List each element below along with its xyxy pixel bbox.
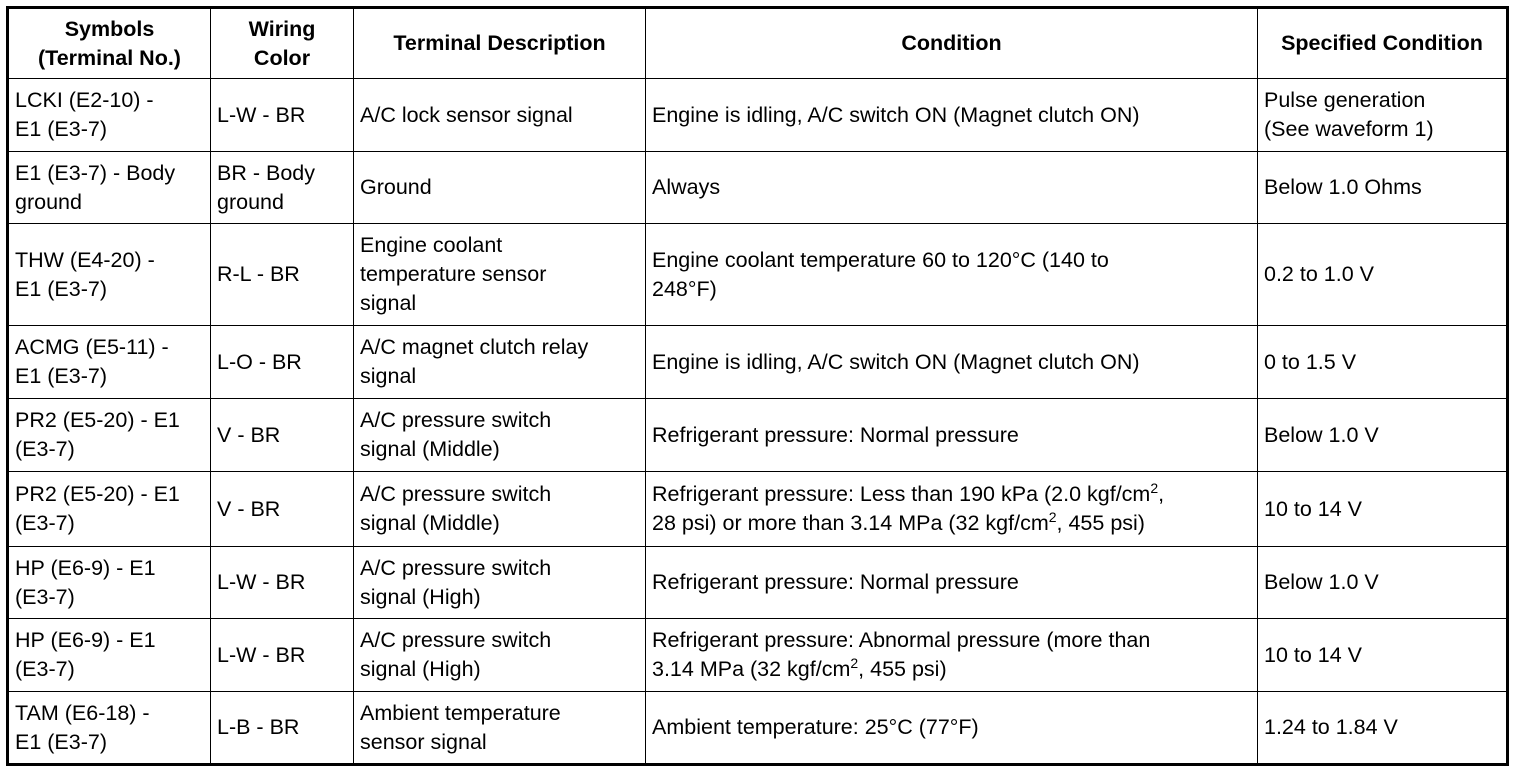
- cell-description: Ground: [354, 152, 646, 224]
- cell-specified: 1.24 to 1.84 V: [1258, 692, 1508, 765]
- cell-specified: 0 to 1.5 V: [1258, 326, 1508, 399]
- cell-wiring-color: L-O - BR: [211, 326, 354, 399]
- cell-specified: Below 1.0 Ohms: [1258, 152, 1508, 224]
- cell-symbols: HP (E6-9) - E1 (E3-7): [8, 547, 211, 619]
- table-row: [8, 619, 1508, 692]
- terminal-spec-table: [6, 6, 1509, 766]
- table-header: [8, 8, 1508, 79]
- cell-wiring-color: L-W - BR: [211, 547, 354, 619]
- cell-condition: Refrigerant pressure: Normal pressure: [646, 399, 1258, 472]
- superscript: 2: [850, 655, 859, 671]
- cell-condition: Refrigerant pressure: Less than 190 kPa (2.0 kgf/$cm^2$, 28 psi) or more than 3.14 MPa (32 kgf/$cm^2$, 455 psi): [646, 472, 1258, 547]
- cell-wiring-color: V - BR: [211, 472, 354, 547]
- header-specified-condition: Specified Condition: [1258, 8, 1508, 79]
- cell-condition: Engine coolant temperature 60 to 120°C (140 to 248°F): [646, 224, 1258, 326]
- superscript: 2: [1048, 509, 1057, 525]
- table-row: [8, 472, 1508, 547]
- cell-symbols: E1 (E3-7) - Body ground: [8, 152, 211, 224]
- table-row: [8, 692, 1508, 765]
- cell-wiring-color: L-B - BR: [211, 692, 354, 765]
- cell-description: A/C lock sensor signal: [354, 79, 646, 152]
- cell-symbols: THW (E4-20) - E1 (E3-7): [8, 224, 211, 326]
- cell-symbols: HP (E6-9) - E1 (E3-7): [8, 619, 211, 692]
- cell-specified: Pulse generation (See waveform 1): [1258, 79, 1508, 152]
- table-row: [8, 547, 1508, 619]
- header-symbols: Symbols (Terminal No.): [8, 8, 211, 79]
- table-row: [8, 326, 1508, 399]
- cell-condition: Always: [646, 152, 1258, 224]
- cell-condition: Ambient temperature: 25°C (77°F): [646, 692, 1258, 765]
- cell-specified: Below 1.0 V: [1258, 399, 1508, 472]
- cell-condition: Refrigerant pressure: Abnormal pressure (more than 3.14 MPa (32 kgf/$cm^2$, 455 psi): [646, 619, 1258, 692]
- cell-wiring-color: BR - Body ground: [211, 152, 354, 224]
- cell-description: A/C pressure switch signal (Middle): [354, 399, 646, 472]
- table-row: [8, 79, 1508, 152]
- table-row: [8, 224, 1508, 326]
- cell-symbols: TAM (E6-18) - E1 (E3-7): [8, 692, 211, 765]
- cell-specified: 0.2 to 1.0 V: [1258, 224, 1508, 326]
- header-terminal-description: Terminal Description: [354, 8, 646, 79]
- header-row: [8, 8, 1508, 79]
- table-row: [8, 152, 1508, 224]
- cell-condition: Engine is idling, A/C switch ON (Magnet clutch ON): [646, 326, 1258, 399]
- cell-wiring-color: L-W - BR: [211, 619, 354, 692]
- cell-description: A/C pressure switch signal (Middle): [354, 472, 646, 547]
- cell-symbols: ACMG (E5-11) - E1 (E3-7): [8, 326, 211, 399]
- cell-symbols: PR2 (E5-20) - E1 (E3-7): [8, 399, 211, 472]
- table-row: [8, 399, 1508, 472]
- cell-specified: Below 1.0 V: [1258, 547, 1508, 619]
- cell-specified: 10 to 14 V: [1258, 472, 1508, 547]
- cell-description: A/C pressure switch signal (High): [354, 547, 646, 619]
- superscript: 2: [1150, 480, 1159, 496]
- cell-description: Ambient temperature sensor signal: [354, 692, 646, 765]
- cell-condition: Refrigerant pressure: Normal pressure: [646, 547, 1258, 619]
- cell-symbols: LCKI (E2-10) - E1 (E3-7): [8, 79, 211, 152]
- cell-wiring-color: R-L - BR: [211, 224, 354, 326]
- cell-specified: 10 to 14 V: [1258, 619, 1508, 692]
- header-wiring-color: Wiring Color: [211, 8, 354, 79]
- cell-description: A/C pressure switch signal (High): [354, 619, 646, 692]
- cell-symbols: PR2 (E5-20) - E1 (E3-7): [8, 472, 211, 547]
- header-condition: Condition: [646, 8, 1258, 79]
- cell-wiring-color: L-W - BR: [211, 79, 354, 152]
- cell-description: A/C magnet clutch relay signal: [354, 326, 646, 399]
- cell-condition: Engine is idling, A/C switch ON (Magnet clutch ON): [646, 79, 1258, 152]
- cell-wiring-color: V - BR: [211, 399, 354, 472]
- cell-description: Engine coolant temperature sensor signal: [354, 224, 646, 326]
- table-body: [8, 79, 1508, 765]
